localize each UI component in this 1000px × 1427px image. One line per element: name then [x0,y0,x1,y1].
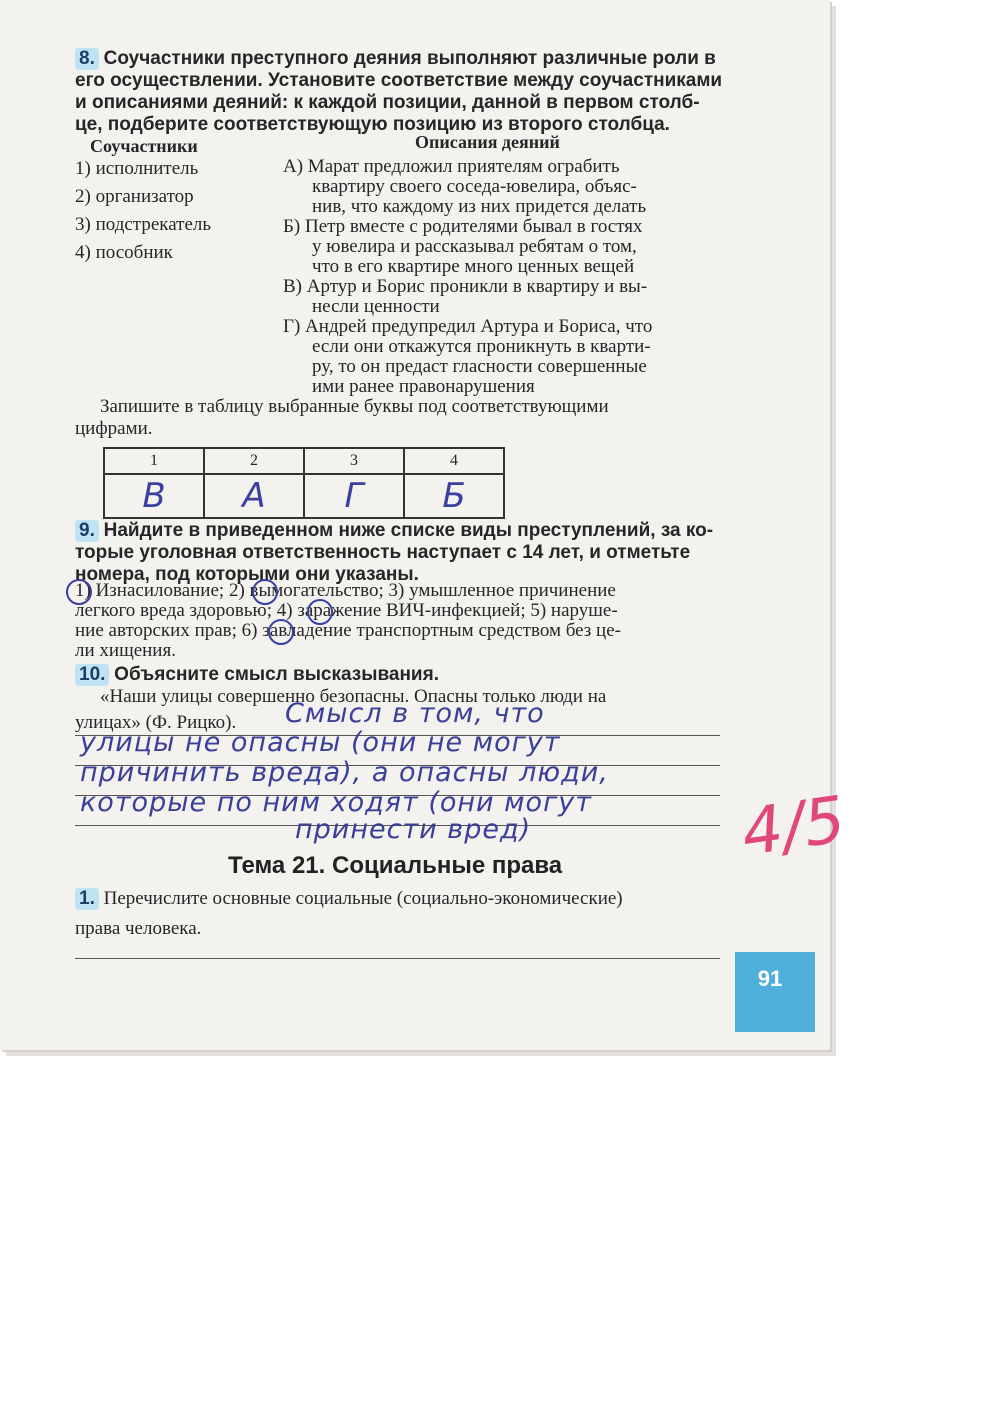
grade-mark: 4/5 [737,783,850,871]
quote-line-2: улицах» (Ф. Рицко). [75,712,237,733]
description-line-8: несли ценности [312,296,440,317]
topic21-task1-line-2: права человека. [75,918,202,939]
instruction-line-2: цифрами. [75,418,153,439]
task9-number: 9. [75,520,99,542]
task9-line-5: легкого вреда здоровью; 4) заражение ВИЧ-инфекцией; 5) наруше- [75,600,618,621]
task9-line-6: ние авторских прав; 6) завладение транспортным средством без це- [75,620,621,641]
quote-line-1: «Наши улицы совершенно безопасны. Опасны только люди на [100,686,607,707]
task8-line-3: и описаниями деяний: к каждой позиции, данной в первом столб- [75,92,700,113]
description-line-9: Г) Андрей предупредил Артура и Бориса, что [283,316,653,337]
task8-line-4: це, подберите соответствующую позицию из второго столбца. [75,114,670,135]
answer-circle-6 [268,619,294,645]
description-line-11: ру, то он предаст гласности совершенные [312,356,647,377]
table-answer-4[interactable]: Б [404,474,504,518]
description-line-1: А) Марат предложил приятелям ограбить [283,156,620,177]
task9-line-7: ли хищения. [75,640,176,661]
table-header-3: 3 [304,448,404,474]
description-line-2: квартиру своего соседа-ювелира, объяс- [312,176,637,197]
table-answer-3[interactable]: Г [304,474,404,518]
task9-line-1: 9. Найдите в приведенном ниже списке виды преступлений, за ко- [75,520,713,542]
participant-3: 3) подстрекатель [75,214,212,235]
table-answer-1[interactable]: В [104,474,204,518]
topic21-task1-line-1: 1. Перечислите основные социальные (социально-экономические) [75,888,623,910]
task8-line-2: его осуществлении. Установите соответствие между соучастниками [75,70,723,91]
topic21-task1-number: 1. [75,888,99,910]
answer-line-5 [75,958,720,959]
answer-circle-4 [307,599,333,625]
table-header-4: 4 [404,448,504,474]
answer-table [103,447,505,519]
handwritten-answer-4: которые по ним ходят (они могут [80,787,592,818]
descriptions-header: Описания деяний [415,132,560,152]
table-header-2: 2 [204,448,304,474]
description-line-4: Б) Петр вместе с родителями бывал в гостях [283,216,643,237]
participant-4: 4) пособник [75,242,173,263]
task9-line-4: 1) Изнасилование; 2) вымогательство; 3) умышленное причинение [75,580,616,601]
task8-number: 8. [75,48,99,70]
description-line-12: ими ранее правонарушения [312,376,535,397]
handwritten-answer-5: принести вред) [295,814,532,845]
participant-1: 1) исполнитель [75,158,199,179]
description-line-6: что в его квартире много ценных вещей [312,256,635,277]
topic-title: Тема 21. Социальные права [228,852,563,879]
task10-number: 10. [75,664,109,686]
description-line-10: если они откажутся проникнуть в кварти- [312,336,651,357]
page-number-tab [735,952,815,1032]
page-number: 91 [757,966,783,991]
instruction-line-1: Запишите в таблицу выбранные буквы под соответствующими [100,396,609,417]
description-line-5: у ювелира и рассказывал ребятам о том, [312,236,637,257]
participant-2: 2) организатор [75,186,194,207]
task9-line-2: торые уголовная ответственность наступает с 14 лет, и отметьте [75,542,691,563]
answer-circle-2 [252,579,278,605]
handwritten-answer-1: Смысл в том, что [285,698,545,729]
handwritten-answer-3: причинить вреда), а опасны люди, [80,757,609,788]
table-answer-2[interactable]: А [204,474,304,518]
table-header-1: 1 [104,448,204,474]
description-line-3: нив, что каждому из них придется делать [312,196,647,217]
participants-header: Соучастники [90,136,198,156]
task9-line-3: номера, под которыми они указаны. [75,564,419,585]
description-line-7: В) Артур и Борис проникли в квартиру и вы- [283,276,648,297]
task10-line-1: 10. Объясните смысл высказывания. [75,664,439,686]
answer-circle-1 [66,579,92,605]
task8-line-1: 8. Соучастники преступного деяния выполняют различные роли в [75,48,716,70]
handwritten-answer-2: улицы не опасны (они не могут [80,727,561,758]
